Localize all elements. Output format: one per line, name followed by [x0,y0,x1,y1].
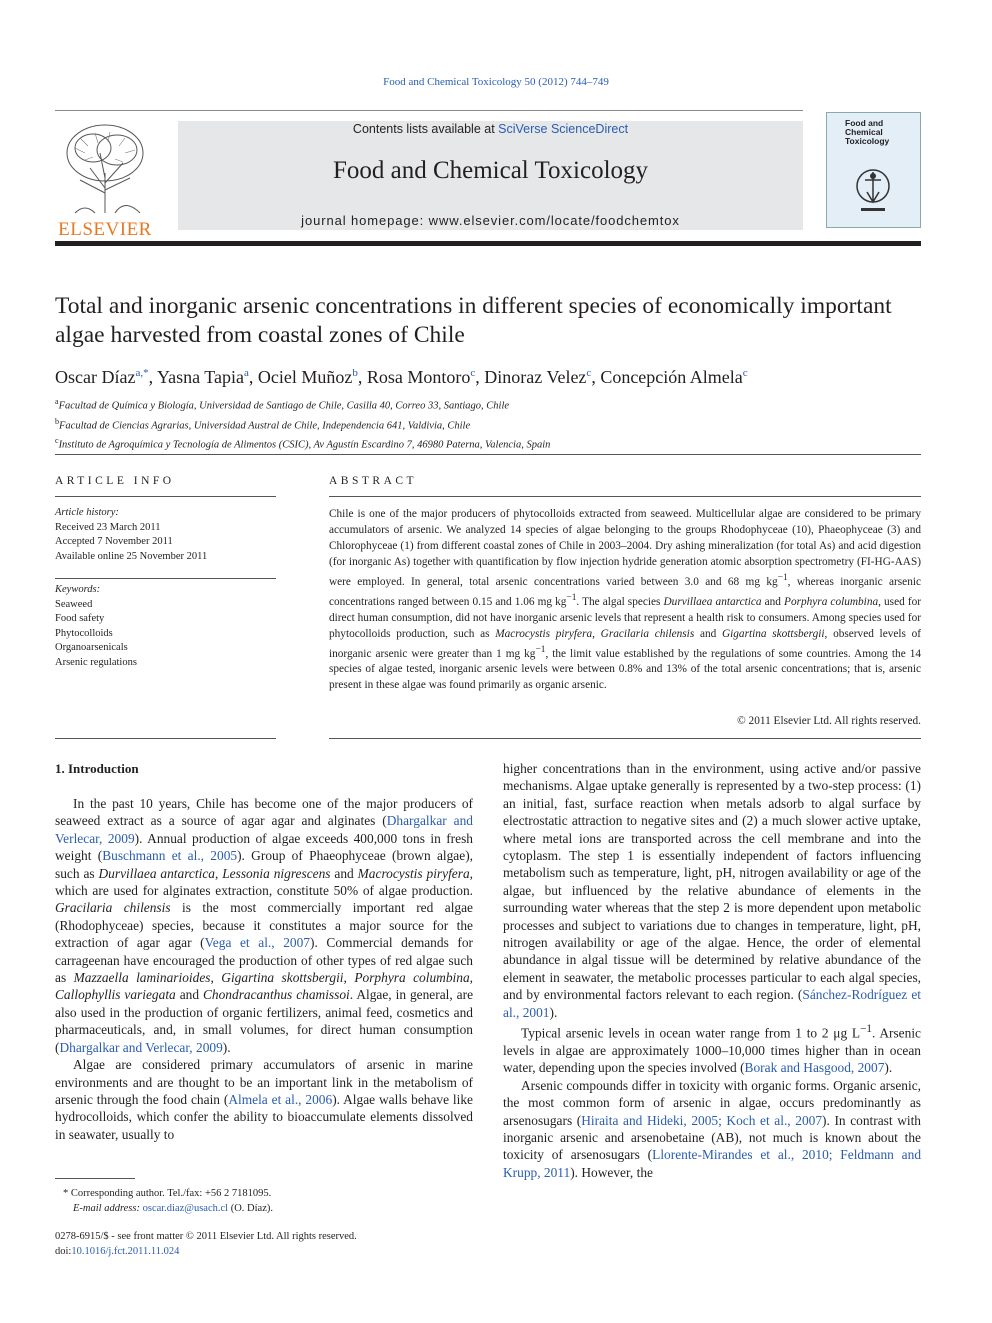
email-link[interactable]: oscar.diaz@usach.cl [142,1203,229,1214]
keyword: Seaweed [55,598,93,610]
divider [329,738,921,739]
issn-line: 0278-6915/$ - see front matter © 2011 Elsevier Ltd. All rights reserved. [55,1231,357,1242]
citation-link[interactable]: Sánchez-Rodríguez et al., 2001 [503,987,921,1020]
divider [55,496,276,497]
header-thick-rule [55,241,921,246]
abstract-heading: ABSTRACT [329,475,418,487]
paragraph: Algae are considered primary accumulators of arsenic in marine environments and are thought to be an important link in the metabolism of arsenic through the food chain (Almela et al., 2006). Algae walls behave like hydrocolloids, which confer the ability to bioaccumulate elements dissolved in seawater, usually to [55,1057,473,1142]
elsevier-wordmark: ELSEVIER [58,219,152,240]
keyword: Arsenic regulations [55,656,137,668]
journal-homepage [178,213,803,228]
affiliation: $^b$Facultad de Ciencias Agrarias, Universidad Austral de Chile, Independencia 641, Valdivia, Chile [55,416,471,431]
tree-logo-icon [55,118,155,218]
citation-link[interactable]: Dhargalkar and Verlecar, 2009 [55,813,473,846]
keyword: Organoarsenicals [55,642,128,653]
history-item: Received 23 March 2011 [55,521,161,533]
divider [329,496,921,497]
front-matter [55,1230,473,1259]
homepage-link[interactable]: www.elsevier.com/locate/foodchemtox [428,213,680,228]
affiliation: $^a$Facultad de Química y Biología, Universidad de Santiago de Chile, Casilla 40, Correo 33, Santiago, Chile [55,397,510,412]
contents-prefix: Contents lists available at [352,122,499,136]
author[interactable]: Concepción Almela$^c$ [600,367,748,387]
paragraph: Arsenic compounds differ in toxicity with organic forms. Organic arsenic, the most common form of arsenic in algae, occurs predominantly as arsenosugars (Hiraita and Hideki, 2005; Koch et al., 2007). In contrast with inorganic arsenic and arsenobetaine (AB), not much is known about the toxicity of arsenosugars (Llorente-Mirandes et al., 2010; Feldmann and Krupp, 2011). However, the [503,1077,922,1180]
article-title: Total and inorganic arsenic concentrations in different species of economically important algae harvested from coastal zones of Chile [55,293,892,348]
author[interactable]: Yasna Tapia$^a$, [156,367,258,387]
elsevier-logo[interactable] [55,118,155,240]
body-column-left [55,795,473,1143]
journal-cover-thumbnail[interactable] [826,112,921,228]
history-item: Available online 25 November 2011 [55,550,208,562]
citation-link[interactable]: Buschmann et al., 2005 [102,848,238,864]
citation-link[interactable]: Dhargalkar and Verlecar, 2009 [59,1039,223,1055]
header-divider [55,110,803,111]
corresponding-author-note: * Corresponding author. Tel./fax: +56 2 7181095. [63,1188,272,1199]
keyword: Food safety [55,613,105,624]
keyword: Phytocolloids [55,627,113,639]
affiliation: $^c$Instituto de Agroquímica y Tecnología de Alimentos (CSIC), Av Agustín Escardino 7, 46980 Paterna, Valencia, Spain [55,436,551,451]
journal-title: Food and Chemical Toxicology [332,157,649,184]
citation-link[interactable]: Borak and Hasgood, 2007 [744,1060,885,1076]
author[interactable]: Dinoraz Velez$^c$, [484,367,601,387]
footnotes [55,1186,473,1216]
paragraph: higher concentrations than in the environment, using active and/or passive mechanisms. Algae uptake generally is represented by a two-step process: (1) an initial, fast, surface reaction when metals adsorb to algal surface by electrostatic attraction to negative sites and (2) a much slower active uptake, where metal ions are transported across the cell membrane and into the cytoplasm. The step 1 is essentially independent of factors influencing metabolism such as temperature, light, pH, nitrogen availability or age of the algae, but influenced by the relative abundance of elements in the surrounding water whereas that the step 2 is more dependent upon metabolic processes and subject to variations due to changes in temperature, light, pH, nitrogen availability or age of the algae. Hence, the order of elemental abundance in algal tissue will be determined by relative abundance of the element in seawater, the metabolic processes particular to each algal species, and by environmental factors relevant to each region. (Sánchez-Rodríguez et al., 2001). [503,761,921,1020]
divider [55,738,276,739]
affiliation-divider [55,454,921,455]
cover-figure-icon [827,146,920,226]
body-column-right [503,760,921,1181]
citation-link[interactable]: Llorente-Mirandes et al., 2010; Feldmann and Krupp, 2011 [503,1147,922,1180]
divider [55,578,276,579]
citation-link[interactable]: Vega et al., 2007 [204,935,310,951]
citation-link[interactable]: Almela et al., 2006 [228,1091,333,1107]
copyright-notice: © 2011 Elsevier Ltd. All rights reserved. [737,715,921,727]
doi-line: doi:10.1016/j.fct.2011.11.024 [55,1245,180,1257]
contents-line [178,121,803,137]
journal-citation[interactable]: Food and Chemical Toxicology 50 (2012) 744–749 [383,76,609,88]
sciencedirect-link[interactable]: SciVerse ScienceDirect [498,122,629,136]
keywords: Keywords: Seaweed Food safety Phytocolloids Organoarsenicals Arsenic regulations [55,583,276,670]
author[interactable]: Ociel Muñoz$^b$, [257,367,367,387]
cover-title: Food and Chemical Toxicology [845,118,890,146]
paragraph: In the past 10 years, Chile has become one of the major producers of seaweed extract as a source of agar agar and alginates (Dhargalkar and Verlecar, 2009). Annual production of algae exceeds 400,000 tons in fresh weight (Buschmann et al., 2005). Group of Phaeophyceae (brown algae), such as Durvillaea antarctica, Lessonia nigrescens and Macrocystis piryfera, which are used for alginates extraction, constitute 50% of algae production. Gracilaria chilensis is the most commercially important red algae (Rhodophyceae) species, because it constitutes a major source for the extraction of agar agar (Vega et al., 2007). Commercial demands for carrageenan have encouraged the production of other types of red algae such as Mazzaella laminarioides, Gigartina skottsbergii, Porphyra columbina, Callophyllis variegata and Chondracanthus chamissoi. Algae, in general, are also used in the production of organic fertilizers, animal feed, cosmetics and pharmaceuticals, and, in small volumes, for direct human consumption (Dhargalkar and Verlecar, 2009). [55,796,474,1055]
affiliations [55,394,921,453]
article-history: Article history: Received 23 March 2011 Accepted 7 November 2011 Available online 25 November 2011 [55,506,276,564]
journal-masthead [178,121,803,230]
section-heading: 1. Introduction [55,761,139,776]
doi-link[interactable]: 10.1016/j.fct.2011.11.024 [71,1245,180,1257]
article-info-heading: ARTICLE INFO [55,475,175,487]
citation-link[interactable]: Hiraita and Hideki, 2005; Koch et al., 2007 [581,1112,823,1128]
author[interactable]: Oscar Díaz$^{a,*}$, [55,367,157,387]
homepage-prefix: journal homepage: [301,213,429,228]
author-list [55,361,921,389]
author[interactable]: Rosa Montoro$^c$, [366,367,485,387]
paragraph: Typical arsenic levels in ocean water range from 1 to 2 μg $L^{-1}$. Arsenic levels in algae are approximately 1000–10,000 times higher than in ocean water, depending upon the species involved (Borak and Hasgood, 2007). [503,1023,921,1076]
history-item: Accepted 7 November 2011 [55,536,173,547]
footnote-divider [55,1178,135,1179]
email-note: E-mail address: oscar.diaz@usach.cl (O. Díaz). [73,1203,273,1214]
abstract-text: Chile is one of the major producers of phytocolloids extracted from seaweed. Multicellular algae are considered to be primary accumulators of arsenic. We analyzed 14 species of algae belonging to the groups Rhodophyceae (10), Phaeophyceae (3) and Chlorophyceae (1) from different coastal zones of Chile in 2003–2004. Dry ashing mineralization (for total As) and acid digestion (for inorganic As) together with quantification by flow injection hydride generation atomic absorption spectrometry (FI-HG-AAS) were employed. In general, total arsenic concentrations varied between 3.0 and 68 mg $kg^{-1}$, whereas inorganic arsenic concentrations ranged between 0.15 and 1.06 mg $kg^{-1}$. The algal species Durvillaea antarctica and Porphyra columbina, used for direct human consumption, did not have inorganic arsenic levels that represent a health risk to consumers. Among species used for phytocolloids production, such as Macrocystis piryfera, Gracilaria chilensis and Gigartina skottsbergii, observed levels of inorganic arsenic were greater than 1 mg $kg^{-1}$, the limit value established by the regulations of some countries. Among the 14 species of algae tested, inorganic arsenic levels were between 0.8% and 13% of the total arsenic concentrations; that is, arsenic present in these algae was found primarily as organic arsenic. [329,508,922,692]
